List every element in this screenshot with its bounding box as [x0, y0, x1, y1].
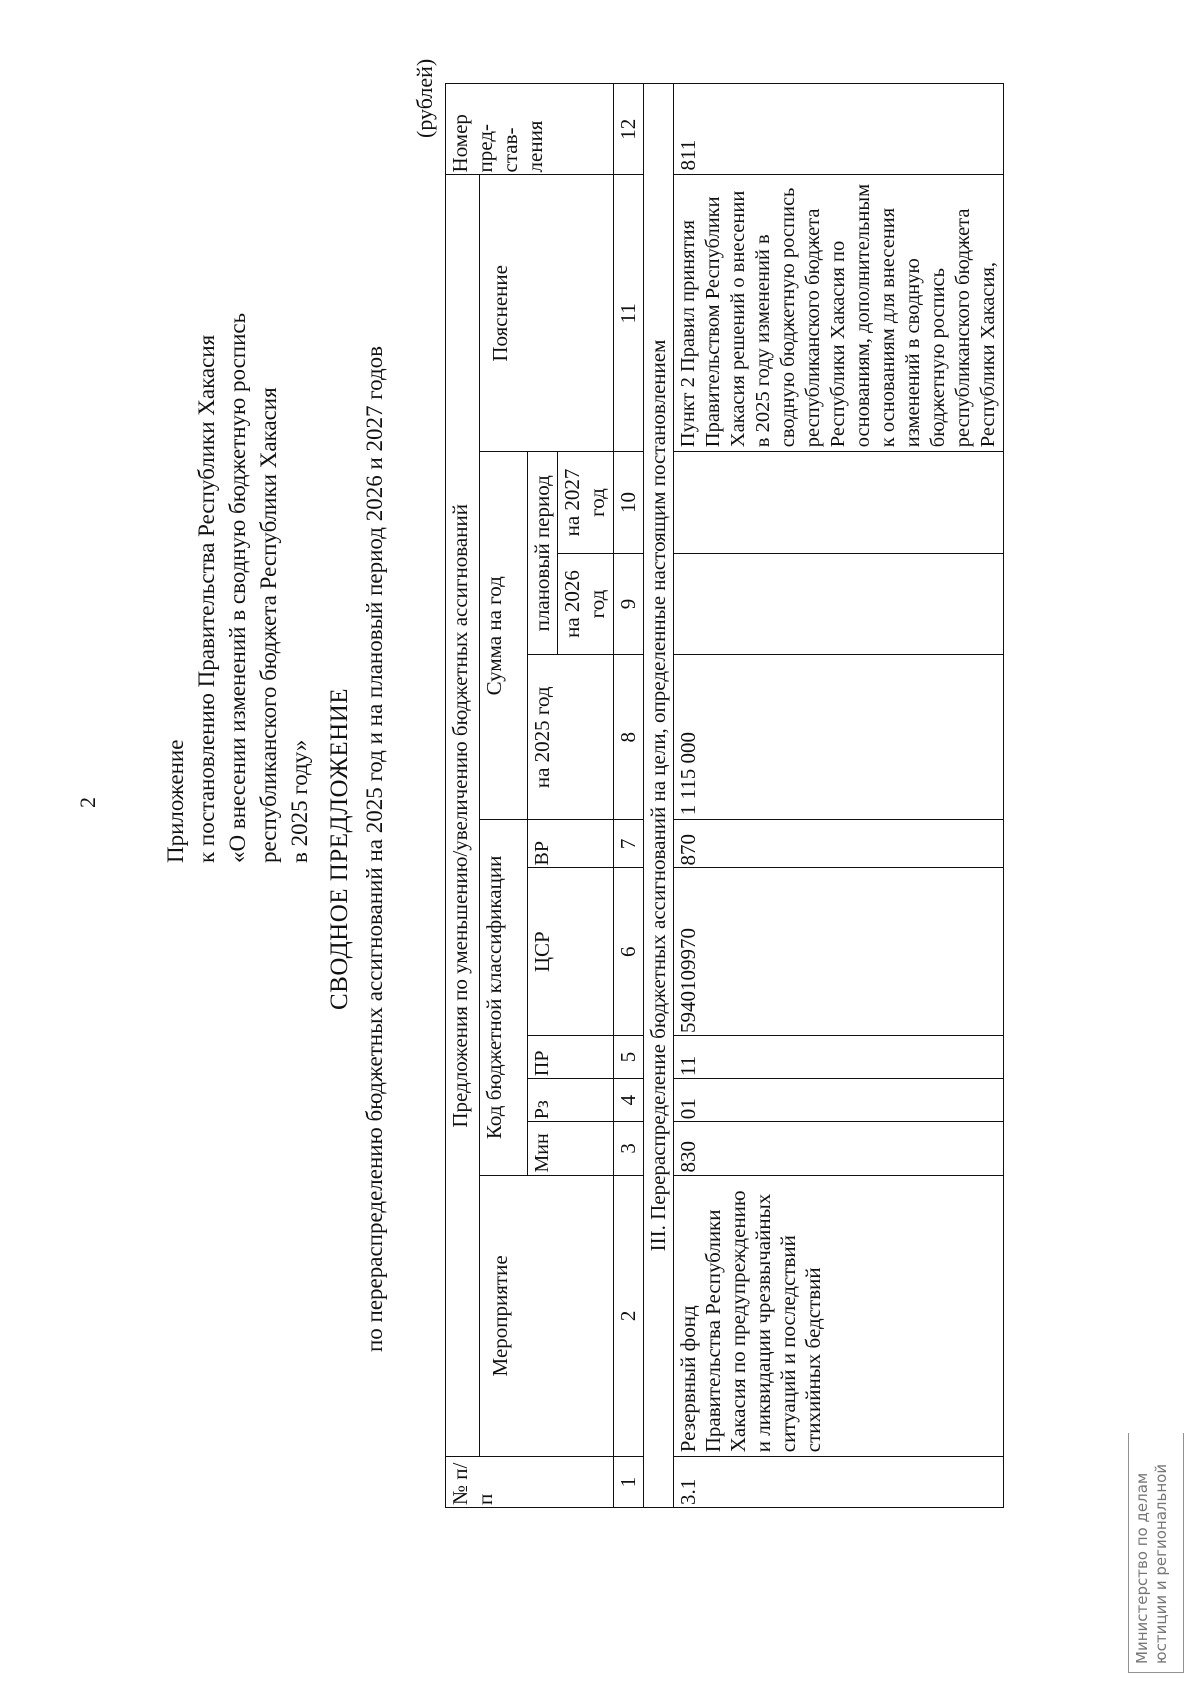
column-number: 12 — [614, 84, 644, 175]
appendix-block — [160, 143, 315, 863]
row-rz: 01 — [674, 1079, 1004, 1122]
row-min: 830 — [674, 1122, 1004, 1175]
column-number: 9 — [614, 553, 644, 655]
page-number: 2 — [75, 797, 100, 808]
row-csr: 5940109970 — [674, 868, 1004, 1036]
header-sum-group: Сумма на год — [480, 452, 528, 820]
row-sum-2027 — [674, 452, 1004, 554]
row-vr: 870 — [674, 820, 1004, 868]
row-num: 3.1 — [674, 1457, 1004, 1508]
document-subtitle: по перераспределению бюджетных ассигнований на 2025 год и на плановый период 2026 и 2027 годов — [362, 345, 387, 1353]
row-pr: 11 — [674, 1035, 1004, 1078]
appendix-line: «О внесении изменений в сводную бюджетную роспись — [225, 312, 250, 863]
stamp-line: юстиции и региональной — [1152, 1463, 1170, 1664]
column-number: 3 — [614, 1122, 644, 1175]
registration-stamp — [1128, 1433, 1184, 1673]
header-pr: ПР — [528, 1035, 614, 1078]
row-note: Пункт 2 Правил принятия Правительством Республики Хакасия решений о внесении в 2025 году изменений в сводную бюджетную роспись республиканского бюджета Республики Хакасия по основаниям, дополнительным к основаниям для внесения изменений в сводную бюджетную роспись республиканского бюджета Республики Хакасия, — [674, 175, 1004, 452]
row-sum-2026 — [674, 553, 1004, 655]
row-measure: Резервный фонд Правительства Республики Хакасия по предупреждению и ликвидации чрезвычайных ситуаций и последствий стихийных бедствий — [674, 1175, 1004, 1457]
row-sum-2025: 1 115 000 — [674, 655, 1004, 820]
header-proposals: Предложения по уменьшению/увеличению бюджетных ассигнований — [446, 175, 480, 1457]
header-2026: на 2026 год — [558, 553, 614, 655]
appendix-line: Приложение — [163, 739, 188, 863]
column-number: 4 — [614, 1079, 644, 1122]
column-number: 5 — [614, 1035, 644, 1078]
header-planned: плановый период — [528, 452, 558, 655]
units-label: (рублей) — [412, 58, 437, 138]
header-num: № п/п — [446, 1457, 614, 1508]
appendix-line: к постановлению Правительства Республики Хакасия — [194, 334, 219, 863]
column-number: 8 — [614, 655, 644, 820]
column-number: 2 — [614, 1175, 644, 1457]
appendix-line: в 2025 году» — [287, 739, 312, 863]
stamp-line: Министерство по делам — [1133, 1472, 1151, 1664]
column-number: 7 — [614, 820, 644, 868]
header-rz: Рз — [528, 1079, 614, 1122]
column-number: 6 — [614, 868, 644, 1036]
row-rep-number: 811 — [674, 84, 1004, 175]
header-vr: ВР — [528, 820, 614, 868]
document-title: СВОДНОЕ ПРЕДЛОЖЕНИЕ — [326, 687, 353, 1011]
section-title: III. Перераспределение бюджетных ассигнований на цели, определенные настоящим постановлением — [644, 84, 674, 1508]
header-csr: ЦСР — [528, 868, 614, 1036]
column-number: 10 — [614, 452, 644, 554]
table-row — [674, 84, 1004, 1508]
header-measure: Мероприятие — [480, 1175, 614, 1457]
header-note: Пояснение — [480, 175, 614, 452]
header-2025: на 2025 год — [528, 655, 614, 820]
column-number: 1 — [614, 1457, 644, 1508]
header-code-group: Код бюджетной классификации — [480, 820, 528, 1175]
column-number: 11 — [614, 175, 644, 452]
budget-table — [445, 83, 1004, 1508]
header-min: Мин — [528, 1122, 614, 1175]
appendix-line: республиканского бюджета Республики Хакасия — [256, 387, 281, 863]
header-rep-number: Номер пред-став-ления — [446, 84, 614, 175]
header-2027: на 2027 год — [558, 452, 614, 554]
